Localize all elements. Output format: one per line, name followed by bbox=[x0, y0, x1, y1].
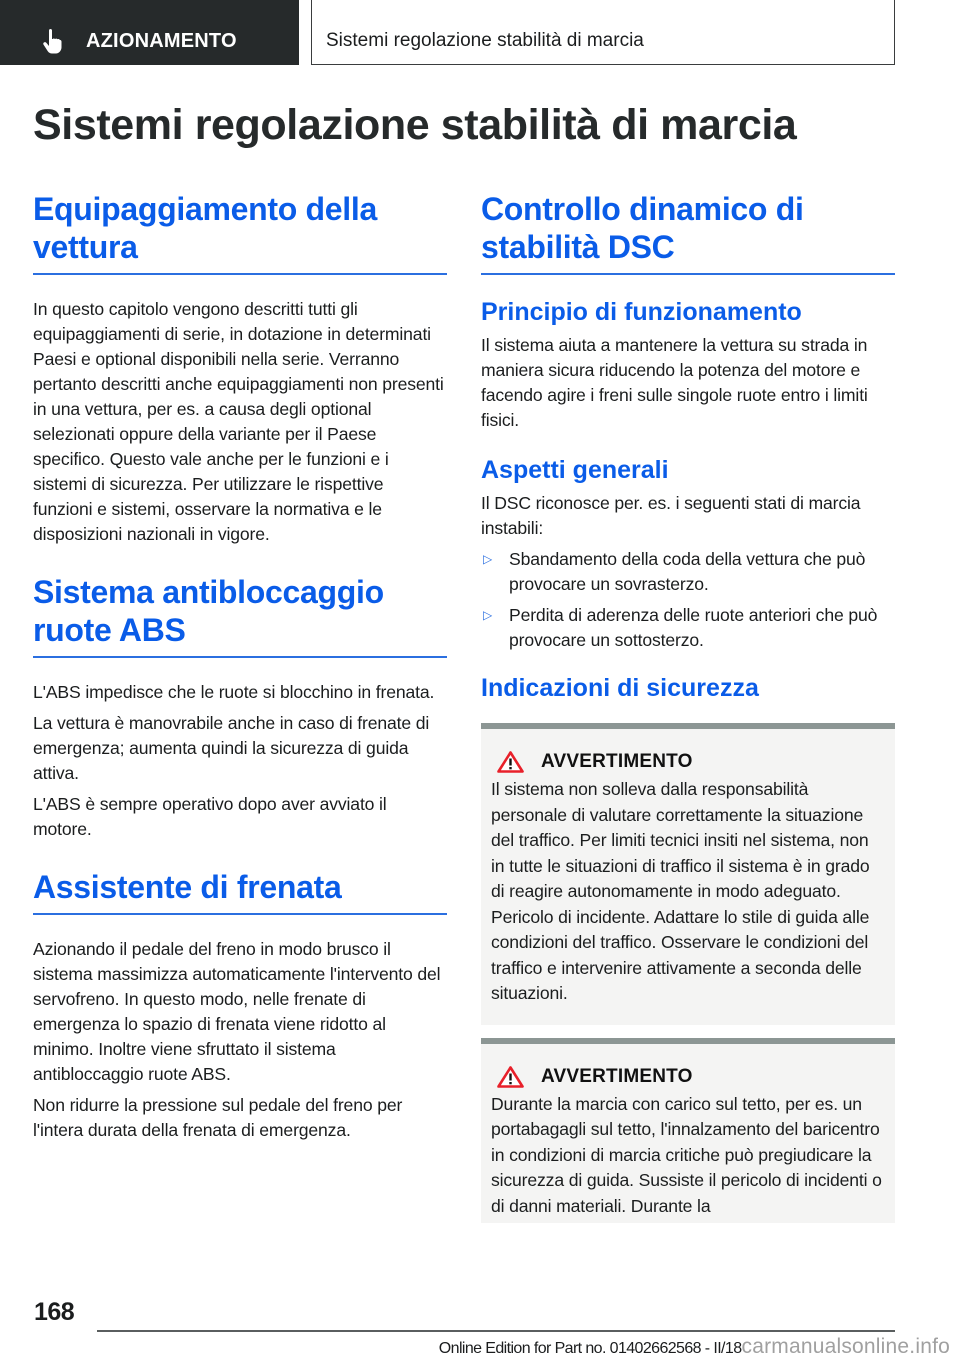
brake-assist-heading: Assistente di frenata bbox=[33, 868, 447, 915]
warning-triangle-icon bbox=[497, 1066, 524, 1088]
section-tab[interactable] bbox=[311, 0, 895, 65]
instability-list bbox=[481, 547, 895, 653]
abs-heading: Sistema antibloccaggio ruote ABS bbox=[33, 573, 447, 658]
principle-heading: Principio di funzionamento bbox=[481, 298, 802, 326]
dsc-heading: Controllo dinamico di stabilità DSC bbox=[481, 190, 895, 275]
general-heading: Aspetti generali bbox=[481, 456, 669, 484]
warning-text: Durante la marcia con carico sul tetto, per es. un portabagagli sul tetto, l'innalzamento del baricentro in condizioni di marcia critiche può pregiudicare la sicurezza di guida. Sussiste il pericolo di incidenti o di danni materiali. Durante la bbox=[491, 1093, 882, 1216]
page-title: Sistemi regolazione stabilità di marcia bbox=[33, 101, 797, 149]
safety-section bbox=[481, 673, 895, 1223]
abs-paragraph: L'ABS impedisce che le ruote si blocchino in frenata. bbox=[33, 682, 435, 702]
brake-assist-paragraph: Non ridurre la pressione sul pedale del freno per l'intera durata della frenata di emergenza. bbox=[33, 1095, 403, 1140]
chapter-label: AZIONAMENTO bbox=[86, 30, 237, 52]
warning-title: AVVERTIMENTO bbox=[541, 751, 693, 772]
watermark-link[interactable]: carmanualsonline.info bbox=[741, 1335, 950, 1358]
right-column bbox=[481, 190, 895, 1236]
brake-assist-paragraph: Azionando il pedale del freno in modo brusco il sistema massimizza automaticamente l'intervento del servofreno. In questo modo, nelle frenate di emergenza lo spazio di frenata viene ridotto al minimo. Inoltre viene sfruttato il sistema antibloccaggio ruote ABS. bbox=[33, 939, 441, 1084]
page-header bbox=[0, 0, 960, 66]
page-number: 168 bbox=[34, 1298, 75, 1326]
safety-heading: Indicazioni di sicurezza bbox=[481, 674, 759, 702]
list-item-text: Sbandamento della coda della vettura che può provocare un sovrasterzo. bbox=[509, 549, 866, 594]
footer-divider bbox=[97, 1330, 895, 1332]
abs-paragraph: La vettura è manovrabile anche in caso di frenate di emergenza; aumenta quindi la sicurezza di guida attiva. bbox=[33, 713, 430, 783]
warning-title: AVVERTIMENTO bbox=[541, 1065, 693, 1087]
footer bbox=[0, 1335, 960, 1359]
warning-triangle-icon bbox=[497, 751, 524, 773]
edition-label: Online Edition for Part no. 01402662568 - II/18 bbox=[438, 1340, 742, 1357]
warning-text: Il sistema non solleva dalla responsabilità personale di valutare correttamente la situazione del traffico. Per limiti tecnici insiti nel sistema, non in tutte le situazioni di traffico il sistema è in grado di reagire autonomamente in modo adeguato. Pericolo di incidente. Adattare lo stile di guida alle condizioni del traffico. Osservare le condizioni del traffico e intervenire attivamente a seconda delle situazioni. bbox=[491, 779, 870, 1003]
equipment-heading: Equipaggiamento della vettura bbox=[33, 190, 447, 275]
triangle-bullet-icon: ▷ bbox=[483, 552, 493, 566]
warning-header bbox=[491, 751, 885, 773]
principle-paragraph: Il sistema aiuta a mantenere la vettura su strada in maniera sicura riducendo la potenza del motore e facendo agire i freni sulle singole ruote entro i limiti fisici. bbox=[481, 335, 868, 430]
list-item bbox=[481, 547, 895, 597]
general-section bbox=[481, 455, 895, 653]
equipment-paragraph: In questo capitolo vengono descritti tutti gli equipaggiamenti di serie, in dotazione in determinati Paesi e optional disponibili nella serie. Verranno pertanto descritti anche equipaggiamenti non presenti in una vettura, per es. a causa degli optional selezionati oppure della variante per il Paese specifico. Questo vale anche per le funzioni e i sistemi di sicurezza. Per utilizzare le rispettive funzioni e sistemi, osservare la normativa e le disposizioni nazionali in vigore. bbox=[33, 299, 444, 544]
brake-assist-section bbox=[33, 868, 447, 1143]
general-intro: Il DSC riconosce per. es. i seguenti stati di marcia instabili: bbox=[481, 493, 861, 538]
warning-box bbox=[481, 723, 895, 1025]
triangle-bullet-icon: ▷ bbox=[483, 608, 493, 622]
pointing-hand-icon bbox=[42, 29, 64, 55]
abs-paragraph: L'ABS è sempre operativo dopo aver avviato il motore. bbox=[33, 794, 387, 839]
equipment-section bbox=[33, 190, 447, 547]
abs-section bbox=[33, 573, 447, 842]
principle-section bbox=[481, 297, 895, 433]
warning-header bbox=[491, 1066, 885, 1088]
list-item-text: Perdita di aderenza delle ruote anteriori che può provocare un sottosterzo. bbox=[509, 605, 878, 650]
chapter-tab[interactable] bbox=[0, 0, 299, 65]
left-column bbox=[33, 190, 447, 1169]
list-item bbox=[481, 603, 895, 653]
warning-box bbox=[481, 1038, 895, 1223]
section-label: Sistemi regolazione stabilità di marcia bbox=[326, 30, 644, 51]
